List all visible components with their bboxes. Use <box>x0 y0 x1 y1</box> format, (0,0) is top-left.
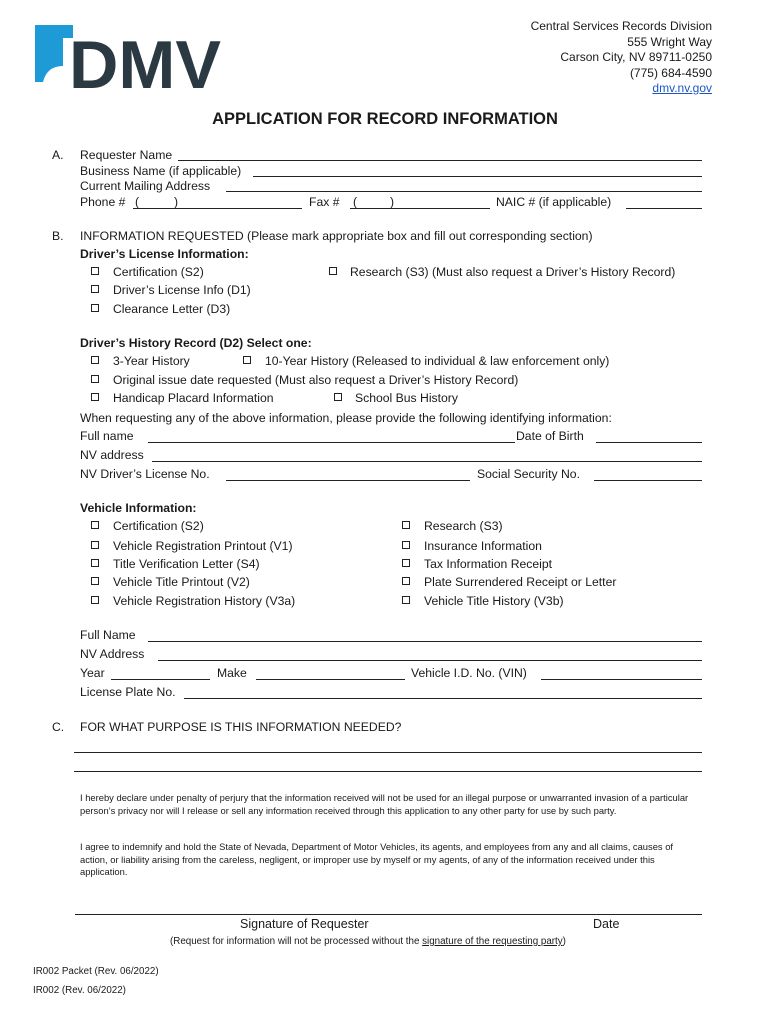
vehicle-option-label: Plate Surrendered Receipt or Letter <box>424 575 617 589</box>
footer-form-rev: IR002 (Rev. 06/2022) <box>33 985 126 996</box>
checkbox-school-bus-history[interactable] <box>334 393 342 401</box>
vehicle-option-label: Title Verification Letter (S4) <box>113 557 260 571</box>
vehicle-make-field[interactable] <box>256 679 405 680</box>
mailing-address-label: Current Mailing Address <box>80 179 211 193</box>
vehicle-vin-label: Vehicle I.D. No. (VIN) <box>411 666 527 680</box>
fax-paren-close: ) <box>390 195 395 209</box>
vehicle-info-heading: Vehicle Information: <box>80 501 197 515</box>
vehicle-make-label: Make <box>217 666 247 680</box>
vehicle-option-label: Research (S3) <box>424 519 503 533</box>
section-c-letter: C. <box>52 720 65 734</box>
business-name-label: Business Name (if applicable) <box>80 164 242 178</box>
checkbox-dl-research[interactable] <box>329 267 337 275</box>
fax-paren-open: ( <box>353 195 358 209</box>
agency-address <box>531 19 712 97</box>
dmv-logo <box>33 22 225 94</box>
phone-field[interactable] <box>133 208 302 209</box>
website-link[interactable]: dmv.nv.gov <box>652 81 712 95</box>
vehicle-vin-field[interactable] <box>541 679 702 680</box>
address-line: Carson City, NV 89711-0250 <box>560 50 712 64</box>
10-year-history-label: 10-Year History (Released to individual & law enforcement only) <box>265 354 610 368</box>
note-suffix: ) <box>562 936 566 947</box>
signature-required-note <box>170 935 566 949</box>
naic-field[interactable] <box>626 208 702 209</box>
checkbox-original-issue-date[interactable] <box>91 375 99 383</box>
mailing-address-field[interactable] <box>226 191 702 192</box>
checkbox-dl-info[interactable] <box>91 285 99 293</box>
vehicle-nv-address-label: NV Address <box>80 647 145 661</box>
checkbox-vehicle-research[interactable] <box>402 521 410 529</box>
full-name-label: Full name <box>80 429 134 443</box>
form-title: APPLICATION FOR RECORD INFORMATION <box>212 110 558 128</box>
address-line: 555 Wright Way <box>627 34 712 49</box>
vehicle-option-label: Vehicle Title History (V3b) <box>424 594 564 608</box>
signature-label: Signature of Requester <box>240 917 369 931</box>
school-bus-history-label: School Bus History <box>355 391 458 405</box>
note-underlined: signature of the requesting party <box>422 936 563 947</box>
requester-name-field[interactable] <box>178 160 702 161</box>
vehicle-option-label: Vehicle Registration History (V3a) <box>113 594 296 608</box>
requester-name-label: Requester Name <box>80 148 173 162</box>
clearance-letter-label: Clearance Letter (D3) <box>113 302 231 316</box>
vehicle-nv-address-field[interactable] <box>158 660 702 661</box>
nv-address-label: NV address <box>80 448 144 462</box>
3-year-history-label: 3-Year History <box>113 354 190 368</box>
vehicle-full-name-field[interactable] <box>148 641 702 642</box>
nv-dl-no-field[interactable] <box>226 480 470 481</box>
identifying-info-note: When requesting any of the above information, please provide the following identifying information: <box>80 411 612 425</box>
vehicle-option-label: Vehicle Registration Printout (V1) <box>113 539 293 553</box>
naic-label: NAIC # (if applicable) <box>496 195 612 209</box>
address-line: (775) 684-4590 <box>629 65 712 80</box>
checkbox-handicap-placard[interactable] <box>91 393 99 401</box>
handicap-placard-label: Handicap Placard Information <box>113 391 274 405</box>
checkbox-10-year-history[interactable] <box>243 356 251 364</box>
section-b-letter: B. <box>52 229 64 243</box>
indemnify-statement: I agree to indemnify and hold the State of Nevada, Department of Motor Vehicles, its agents, and employees from any and all claims, causes of action, or liability arising from the careless, negligent, or improper use by myself or my agents, of any of the information received under this application. <box>80 841 674 877</box>
driver-history-heading: Driver’s History Record (D2) Select one: <box>80 336 312 350</box>
vehicle-year-field[interactable] <box>111 679 210 680</box>
checkbox-3-year-history[interactable] <box>91 356 99 364</box>
checkbox-plate-surrendered-receipt[interactable] <box>402 577 410 585</box>
date-of-birth-field[interactable] <box>596 442 702 443</box>
purpose-field-line-2[interactable] <box>74 771 702 772</box>
checkbox-tax-information-receipt[interactable] <box>402 559 410 567</box>
dl-info-heading: Driver’s License Information: <box>80 247 249 261</box>
dl-research-label: Research (S3) (Must also request a Driver’s History Record) <box>350 265 676 279</box>
dl-certification-label: Certification (S2) <box>113 265 204 279</box>
section-b-heading: INFORMATION REQUESTED (Please mark appropriate box and fill out corresponding section) <box>80 229 593 243</box>
ssn-field[interactable] <box>594 480 702 481</box>
fax-field[interactable] <box>350 208 490 209</box>
address-line: Central Services Records Division <box>530 19 712 33</box>
nv-dl-no-label: NV Driver’s License No. <box>80 467 210 481</box>
license-plate-field[interactable] <box>184 698 702 699</box>
date-label: Date <box>593 917 620 931</box>
full-name-field[interactable] <box>148 442 515 443</box>
checkbox-clearance-letter[interactable] <box>91 304 99 312</box>
ssn-label: Social Security No. <box>477 467 580 481</box>
dl-info-label: Driver’s License Info (D1) <box>113 283 251 297</box>
date-of-birth-label: Date of Birth <box>516 429 584 443</box>
section-a-letter: A. <box>52 148 64 162</box>
perjury-declaration: I hereby declare under penalty of perjury that the information received will not be used for an illegal purpose or unwarranted invasion of a particular person’s privacy nor will I release or sell any information received through this application to any other party for use by such party. <box>80 792 689 816</box>
checkbox-insurance-information[interactable] <box>402 541 410 549</box>
checkbox-vehicle-registration-printout[interactable] <box>91 541 99 549</box>
vehicle-year-label: Year <box>80 666 105 680</box>
checkbox-vehicle-registration-history[interactable] <box>91 596 99 604</box>
note-prefix: (Request for information will not be processed without the <box>170 936 423 947</box>
vehicle-option-label: Insurance Information <box>424 539 542 553</box>
footer-packet-rev: IR002 Packet (Rev. 06/2022) <box>33 966 159 977</box>
phone-label: Phone # <box>80 195 126 209</box>
checkbox-dl-certification[interactable] <box>91 267 99 275</box>
signature-field[interactable] <box>75 914 702 915</box>
license-plate-label: License Plate No. <box>80 685 176 699</box>
vehicle-option-label: Vehicle Title Printout (V2) <box>113 575 250 589</box>
nv-address-field[interactable] <box>152 461 702 462</box>
original-issue-date-label: Original issue date requested (Must also request a Driver’s History Record) <box>113 373 519 387</box>
fax-label: Fax # <box>309 195 340 209</box>
phone-paren-close: ) <box>174 195 179 209</box>
purpose-field-line-1[interactable] <box>74 752 702 753</box>
checkbox-vehicle-title-printout[interactable] <box>91 577 99 585</box>
logo-text: DMV <box>69 27 221 94</box>
section-c-heading: FOR WHAT PURPOSE IS THIS INFORMATION NEEDED? <box>80 720 402 734</box>
phone-paren-open: ( <box>135 195 140 209</box>
vehicle-option-label: Certification (S2) <box>113 519 204 533</box>
vehicle-full-name-label: Full Name <box>80 628 136 642</box>
checkbox-vehicle-certification[interactable] <box>91 521 99 529</box>
business-name-field[interactable] <box>253 176 702 177</box>
checkbox-title-verification-letter[interactable] <box>91 559 99 567</box>
checkbox-vehicle-title-history[interactable] <box>402 596 410 604</box>
vehicle-option-label: Tax Information Receipt <box>424 557 553 571</box>
